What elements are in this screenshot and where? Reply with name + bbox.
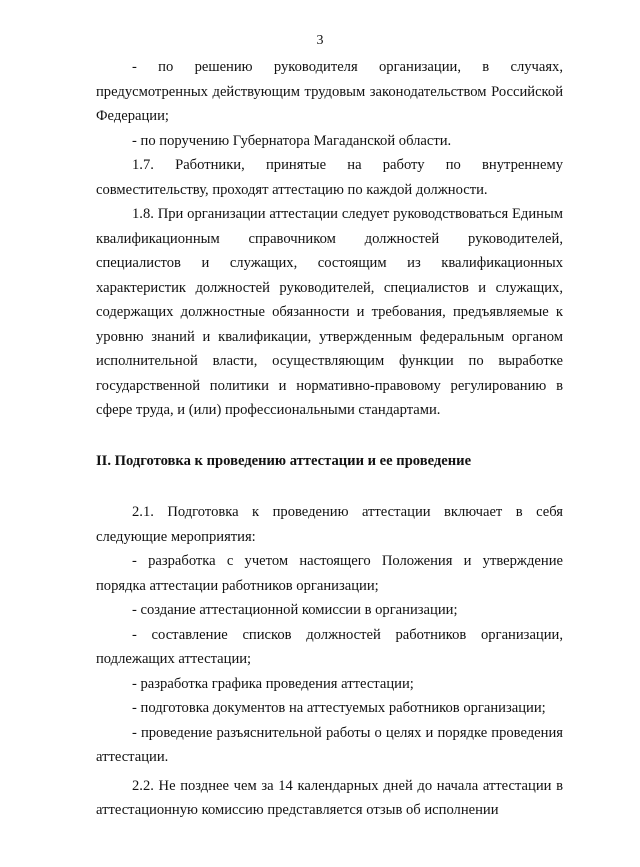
document-body [96,55,563,823]
paragraph-bullet-explanatory-work: - проведение разъяснительной работы о целях и порядке проведения аттестации. [96,724,563,765]
paragraph-bullet-documents: - подготовка документов на аттестуемых работников организации; [132,700,546,716]
paragraph-bullet-schedule: - разработка графика проведения аттестации; [132,675,414,692]
paragraph-bullet-employer-decision: - по решению руководителя организации, в случаях, предусмотренных действующим трудовым законодательством Российской Федерации; [96,59,563,124]
paragraph-bullet-governor-order: - по поручению Губернатора Магаданской области. [132,132,452,149]
paragraph-clause-2-2: 2.2. Не позднее чем за 14 календарных дней до начала аттестации в аттестационную комиссию представляется отзыв об исполнении [96,777,563,818]
paragraph-bullet-position-lists: - составление списков должностей работников организации, подлежащих аттестации; [96,626,563,667]
paragraph-clause-1-8: 1.8. При организации аттестации следует руководствоваться Единым квалификационным справочником должностей руководителей, специалистов и служащих, состоящим из квалификационных характеристик должностей руководителей, специалистов и служащих, содержащих должностные обязанности и требования, предъявляемые к уровню знаний и квалификации, утвержденным федеральным органом исполнительной власти, осуществляющим функции по выработке государственной политики и нормативно-правовому регулированию в сфере труда, и (или) профессиональными стандартами. [96,206,563,418]
section-heading: II. Подготовка к проведению аттестации и ее проведение [96,452,472,469]
paragraph-clause-2-1: 2.1. Подготовка к проведению аттестации включает в себя следующие мероприятия: [96,504,563,545]
paragraph-bullet-commission: - создание аттестационной комиссии в организации; [132,602,458,618]
paragraph-bullet-procedure: - разработка с учетом настоящего Положения и утверждение порядка аттестации работников организации; [96,553,563,594]
paragraph-clause-1-7: 1.7. Работники, принятые на работу по внутреннему совместительству, проходят аттестацию по каждой должности. [96,157,563,198]
page-number: 3 [316,33,324,48]
